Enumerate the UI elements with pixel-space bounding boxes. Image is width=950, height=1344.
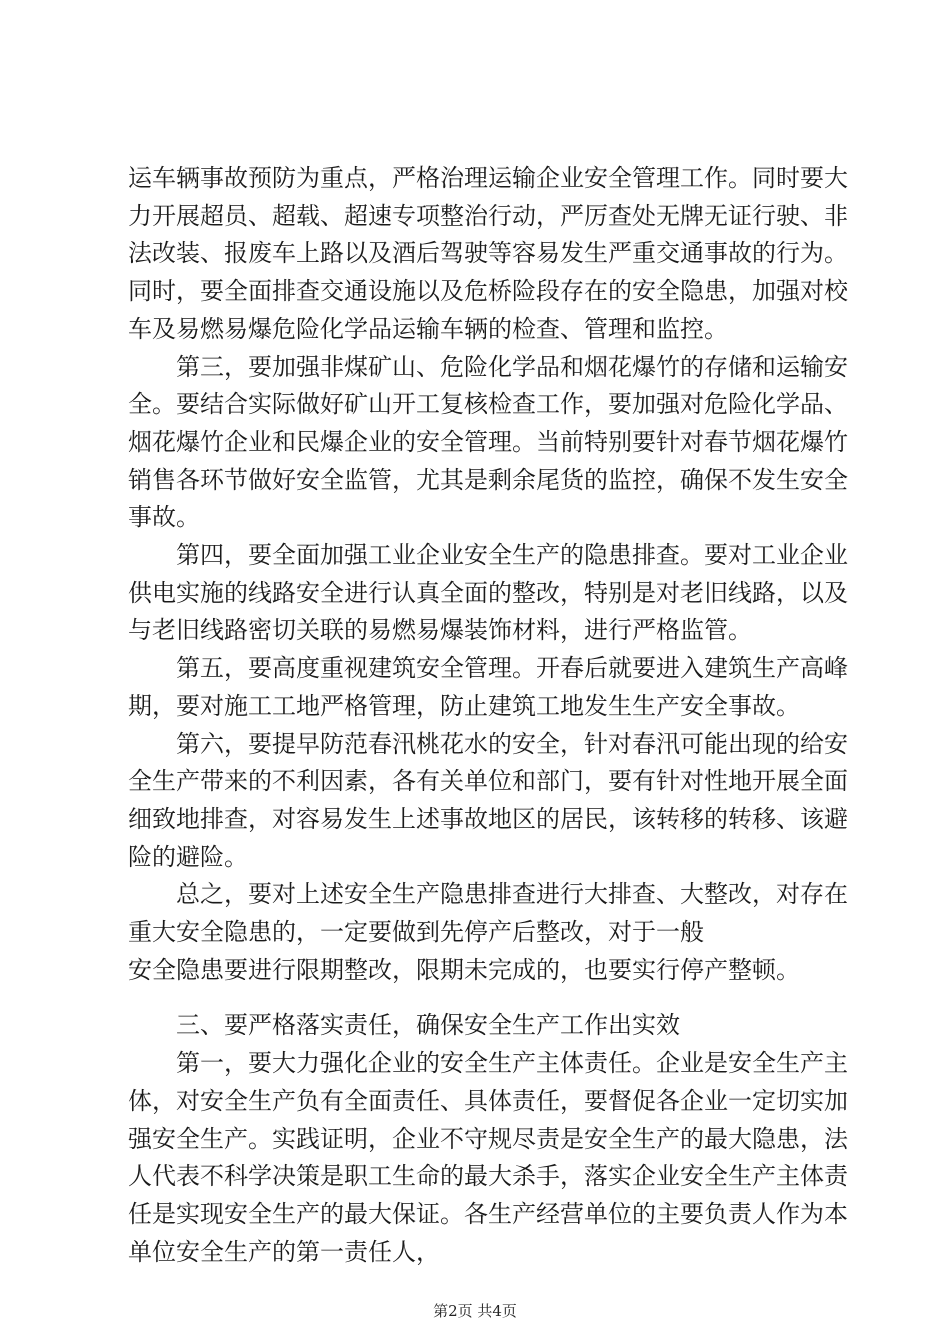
page-number-label: 第2页 共4页	[433, 1302, 517, 1320]
page-footer	[0, 1300, 950, 1321]
paragraph-transport-safety: 运车辆事故预防为重点，严格治理运输企业安全管理工作。同时要大力开展超员、超载、超速专项整治行动，严厉查处无牌无证行驶、非法改装、报废车上路以及酒后驾驶等容易发生严重交通事故的行为。同时，要全面排查交通设施以及危桥险段存在的安全隐患，加强对校车及易燃易爆危险化学品运输车辆的检查、管理和监控。	[128, 164, 848, 343]
section-heading: 三、要严格落实责任，确保安全生产工作出实效	[176, 1011, 680, 1040]
paragraph-fourth-point: 第四，要全面加强工业企业安全生产的隐患排查。要对工业企业供电实施的线路安全进行认真全面的整改，特别是对老旧线路，以及与老旧线路密切关联的易燃易爆装饰材料，进行严格监管。	[128, 541, 848, 645]
paragraph-summary-last-line: 安全隐患要进行限期整改，限期未完成的，也要实行停产整顿。	[128, 955, 800, 984]
paragraph-summary: 总之，要对上述安全生产隐患排查进行大排查、大整改，对存在重大安全隐患的，一定要做到先停产后整改，对于一般	[128, 880, 848, 947]
paragraph-fifth-point: 第五，要高度重视建筑安全管理。开春后就要进入建筑生产高峰期，要对施工工地严格管理，防止建筑工地发生生产安全事故。	[128, 654, 848, 720]
paragraph-third-point: 第三，要加强非煤矿山、危险化学品和烟花爆竹的存储和运输安全。要结合实际做好矿山开工复核检查工作，要加强对危险化学品、烟花爆竹企业和民爆企业的安全管理。当前特别要针对春节烟花爆竹销售各环节做好安全监管，尤其是剩余尾货的监控，确保不发生安全事故。	[128, 352, 848, 532]
document-body	[128, 160, 848, 1271]
paragraph-sixth-point: 第六，要提早防范春汛桃花水的安全，针对春汛可能出现的给安全生产带来的不利因素，各有关单位和部门，要有针对性地开展全面细致地排查，对容易发生上述事故地区的居民，该转移的转移、该避险的避险。	[128, 729, 848, 871]
paragraph-first-point: 第一，要大力强化企业的安全生产主体责任。企业是安全生产主体，对安全生产负有全面责任、具体责任，要督促各企业一定切实加强安全生产。实践证明，企业不守规尽责是安全生产的最大隐患，法人代表不科学决策是职工生命的最大杀手，落实企业安全生产主体责任是实现安全生产的最大保证。各生产经营单位的主要负责人作为本单位安全生产的第一责任人，	[128, 1049, 848, 1266]
